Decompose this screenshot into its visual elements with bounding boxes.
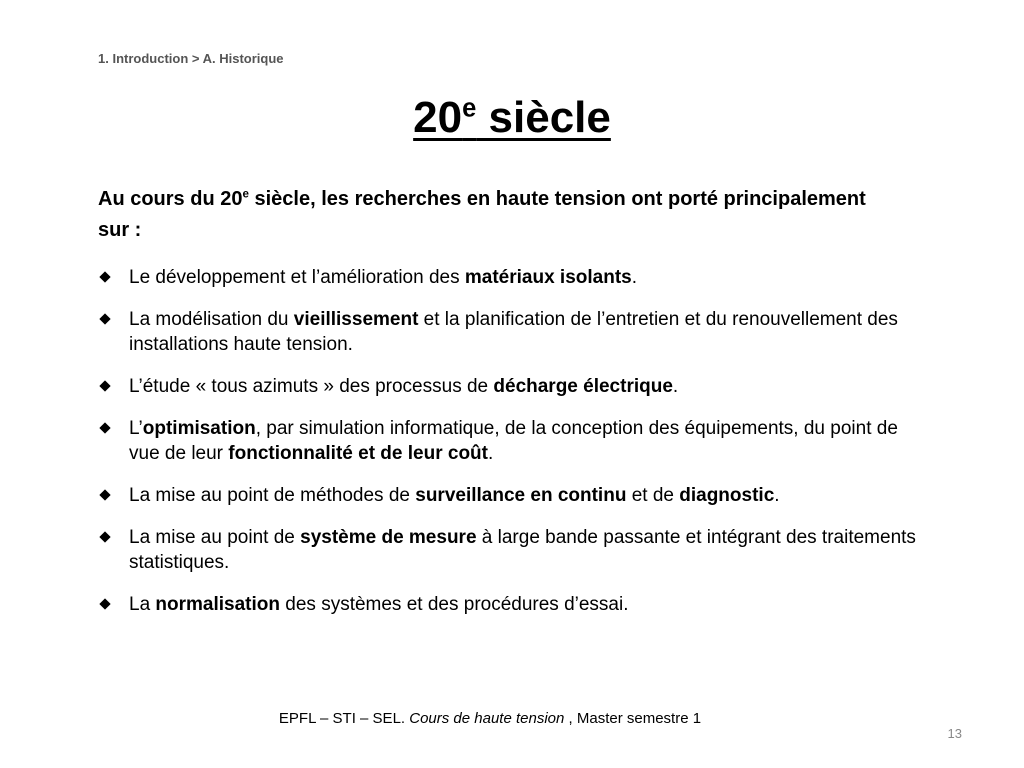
title-rest: siècle [476, 93, 611, 142]
title-text [413, 93, 611, 142]
item-text: et la planification de l’entretien et du renouvellement des installations haute tension. [129, 309, 898, 355]
breadcrumb: 1. Introduction > A. Historique [98, 51, 284, 66]
intro-superscript: e [242, 187, 249, 201]
item-text: . [672, 376, 679, 397]
item-text: L’ [129, 418, 143, 439]
item-text: La mise au point de méthodes de [129, 485, 416, 506]
intro-before: Au cours du 20 [98, 188, 243, 210]
item-bold: normalisation [155, 594, 280, 615]
item-text: L’étude « tous azimuts » des processus de [129, 376, 494, 397]
diamond-bullet-icon [99, 313, 110, 324]
item-text: Le développement et l’amélioration des [129, 267, 465, 288]
diamond-bullet-icon [99, 380, 110, 391]
diamond-bullet-icon [99, 422, 110, 433]
item-bold: surveillance en continu [415, 485, 627, 506]
item-text: , par simulation informatique, de la conception des équipements, du point de vue de leur [129, 418, 898, 464]
diamond-bullet-icon [99, 531, 110, 542]
list-item [98, 525, 928, 575]
list-item [98, 483, 928, 508]
list-item [98, 416, 928, 466]
item-bold: diagnostic [679, 485, 775, 506]
item-text: des systèmes et des procédures d’essai. [280, 594, 629, 615]
title-number: 20 [413, 93, 463, 142]
footer-org: EPFL – STI – SEL. [278, 710, 410, 727]
list-item [98, 592, 928, 617]
list-item [98, 374, 928, 399]
page-number: 13 [947, 726, 962, 741]
item-text: . [774, 485, 780, 506]
item-text: . [487, 443, 494, 464]
list-item [98, 265, 928, 290]
footer-course: Cours de haute tension [409, 710, 565, 727]
item-text: La modélisation du [129, 309, 294, 330]
diamond-bullet-icon [99, 271, 110, 282]
footer-rest: , Master semestre 1 [564, 710, 702, 727]
item-text: et de [626, 485, 680, 506]
list-item [98, 307, 928, 357]
item-text: . [631, 267, 638, 288]
item-bold: décharge électrique [493, 376, 673, 397]
intro-after: siècle, les recherches en haute tension ont porté principalement sur : [98, 188, 866, 241]
item-bold: système de mesure [300, 527, 477, 548]
footer [0, 710, 980, 727]
item-bold: vieillissement [293, 309, 419, 330]
item-bold: matériaux isolants [464, 267, 632, 288]
item-text: à large bande passante et intégrant des traitements statistiques. [129, 527, 916, 573]
diamond-bullet-icon [99, 598, 110, 609]
diamond-bullet-icon [99, 489, 110, 500]
page-title [0, 90, 1024, 146]
item-bold: optimisation [142, 418, 256, 439]
item-text: La mise au point de [129, 527, 301, 548]
bullet-list [98, 265, 928, 634]
intro-paragraph [98, 184, 898, 246]
item-bold: fonctionnalité et de leur coût [228, 443, 488, 464]
title-superscript: e [462, 94, 477, 123]
item-text: La [129, 594, 156, 615]
